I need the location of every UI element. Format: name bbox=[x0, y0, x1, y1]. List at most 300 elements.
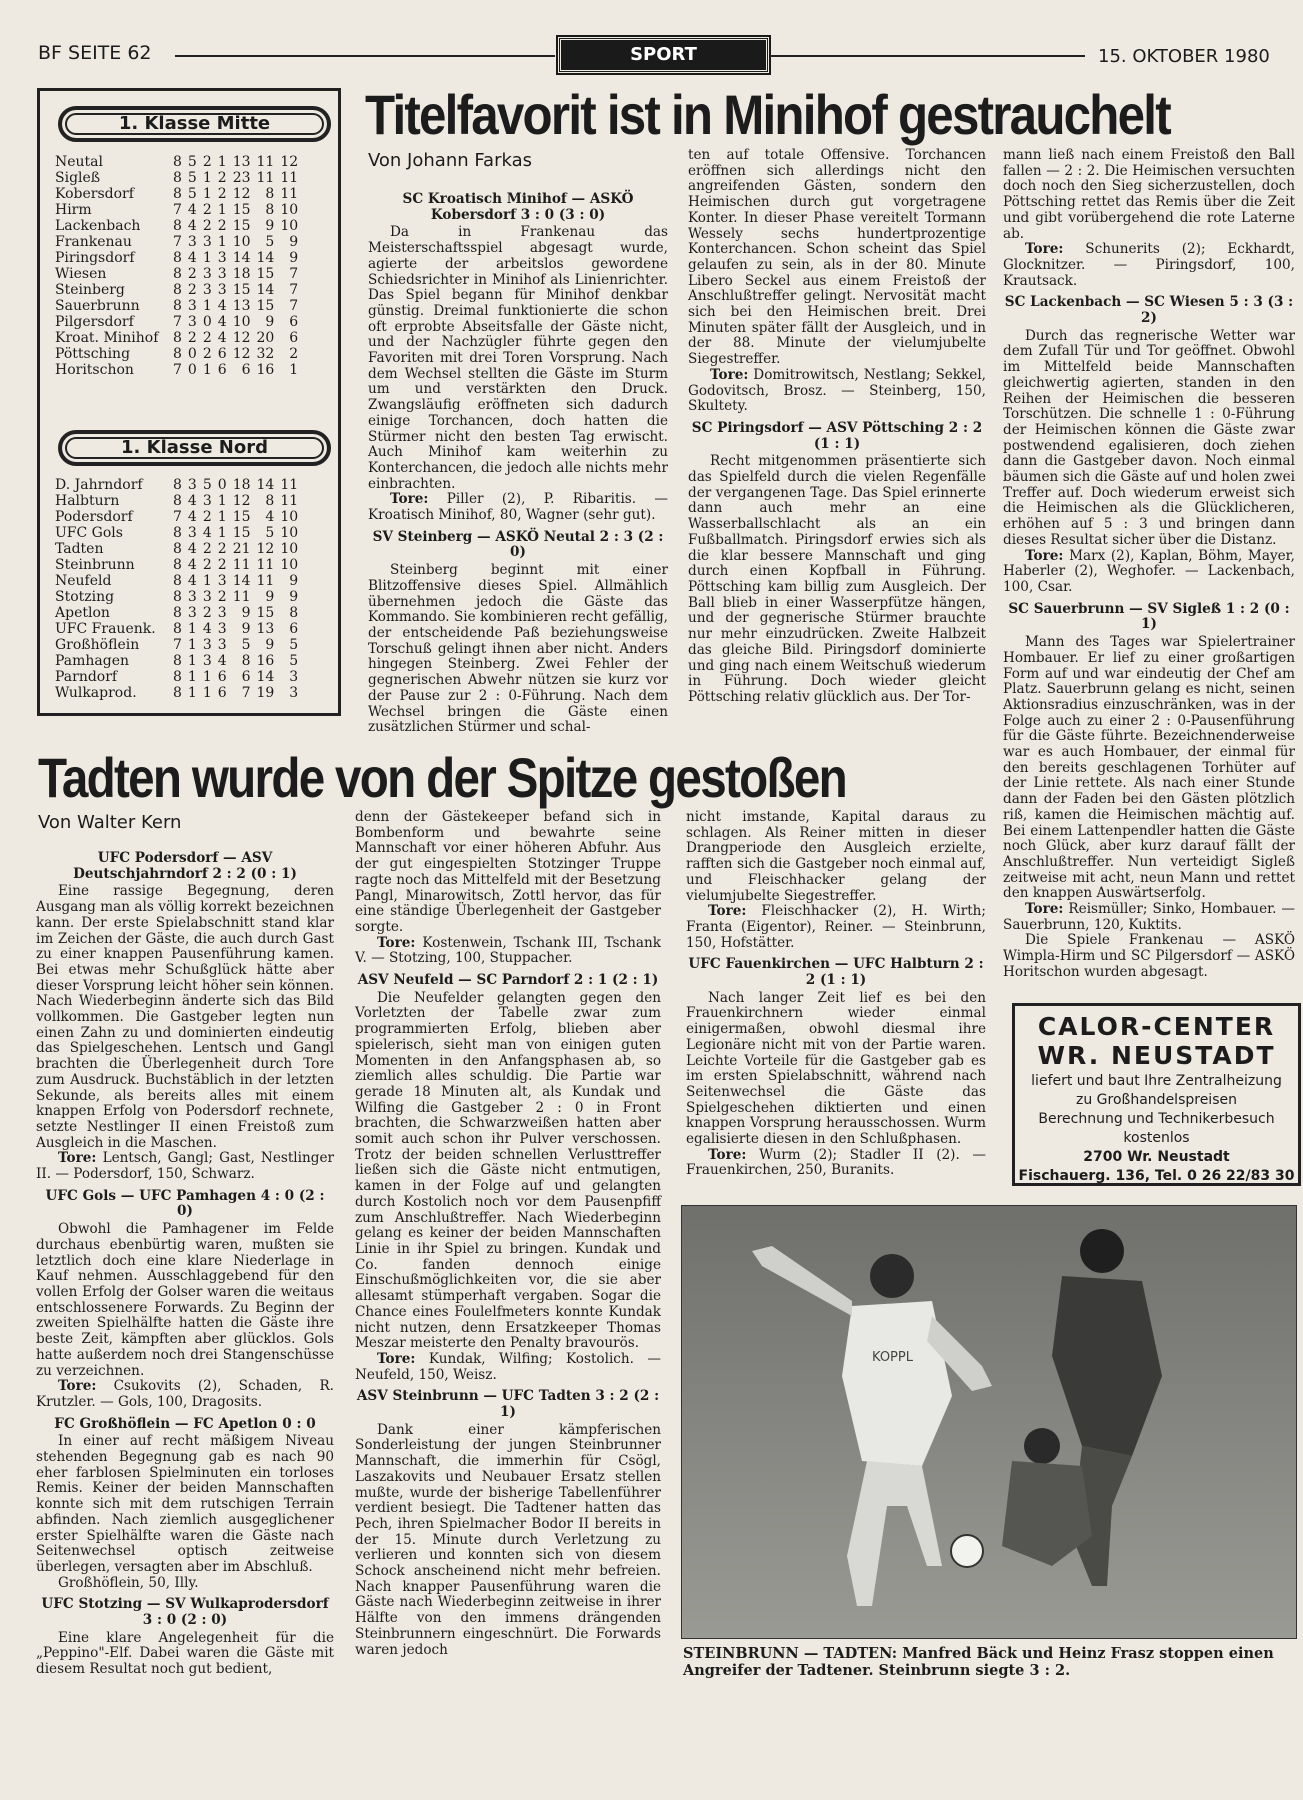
stat-cell: 11 bbox=[280, 493, 299, 509]
stat-cell: 8 bbox=[173, 477, 182, 493]
stat-cell: 8 bbox=[173, 298, 182, 314]
advertisement bbox=[1012, 1003, 1301, 1186]
stat-cell: 15 bbox=[256, 266, 275, 282]
stat-cell: 10 bbox=[232, 234, 251, 250]
stat-cell: 12 bbox=[232, 186, 251, 202]
table-row bbox=[55, 541, 298, 557]
stat-cell: 5 bbox=[265, 234, 275, 250]
stat-cell: 1 bbox=[217, 493, 227, 509]
stat-cell: 10 bbox=[280, 509, 299, 525]
stat-cell: 8 bbox=[265, 493, 275, 509]
stat-cell: 8 bbox=[173, 589, 182, 605]
stat-cell: 21 bbox=[232, 541, 251, 557]
paragraph: Eine klare Angelegenheit für die „Peppino"-Elf. Dabei waren die Gäste mit diesem Resultat noch gut bedient, bbox=[36, 1629, 334, 1678]
stat-cell: 2 bbox=[202, 218, 212, 234]
stat-cell: 7 bbox=[241, 685, 251, 701]
stat-cell: 3 bbox=[202, 493, 212, 509]
match-heading: UFC Fauenkirchen — UFC Halbturn 2 : 2 (1 : 1) bbox=[688, 956, 984, 989]
stat-cell: 8 bbox=[173, 170, 182, 186]
team-name: UFC Frauenk. bbox=[55, 621, 156, 637]
team-name: Lackenbach bbox=[55, 218, 141, 234]
goals-line: Tore: Piller (2), P. Ribaritis. — Kroatisch Minihof, 80, Wagner (sehr gut). bbox=[368, 491, 668, 524]
stat-cell: 3 bbox=[217, 250, 227, 266]
football-scene-image bbox=[682, 1206, 1296, 1638]
stat-cell: 18 bbox=[232, 477, 251, 493]
table-row bbox=[55, 685, 298, 701]
stat-cell: 15 bbox=[256, 605, 275, 621]
team-name: Sauerbrunn bbox=[55, 298, 140, 314]
stat-cell: 6 bbox=[217, 685, 227, 701]
stat-cell: 10 bbox=[280, 218, 299, 234]
team-name: Kobersdorf bbox=[55, 186, 134, 202]
stat-cell: 3 bbox=[202, 282, 212, 298]
match-heading: ASV Steinbrunn — UFC Tadten 3 : 2 (2 : 1) bbox=[356, 1388, 660, 1421]
paragraph: ten auf totale Offensive. Torchancen eröffnen sich allerdings nicht den angreifenden Gästen, sondern den Heimischen durch gut vorgetragene Konter. In dieser Phase vereitelt Tormann Wessely sechs hundertprozentige Konterchancen. Schon scheint das Spiel gelaufen zu sein, als in der 80. Minute Libero Seckel aus einem Freistoß der Anschlußtreffer gelingt. Nervosität macht sich bei den Heimischen breit. Drei Minuten später fällt der Ausgleich, und in der 88. Minute der vielumjubelte Siegestreffer. bbox=[688, 147, 986, 368]
paragraph: Durch das regnerische Wetter war dem Zufall Tür und Tor geöffnet. Obwohl im Mittelfeld beide Mannschaften gleichwertig agierten, standen in den Reihen der Heimischen die besseren Torschützen. Die schnelle 1 : 0-Führung der Heimischen können die Gäste zwar postwendend egalisieren, doch ziehen dann die Gastgeber davon. Noch einmal bäumen sich die Gäste auf und holen zwei Treffer auf. Doch wiederum erweist sich die Heimischen als die Glücklicheren, erhöhen auf 5 : 3 und bringen dann dieses Resultat sicher über die Distanz. bbox=[1003, 327, 1295, 548]
team-name: UFC Gols bbox=[55, 525, 123, 541]
team-name: Steinbrunn bbox=[55, 557, 135, 573]
stat-cell: 2 bbox=[217, 541, 227, 557]
stat-cell: 10 bbox=[280, 557, 299, 573]
stat-cell: 1 bbox=[217, 509, 227, 525]
article2-column-2 bbox=[355, 810, 661, 1790]
stat-cell: 7 bbox=[173, 637, 182, 653]
stat-cell: 4 bbox=[217, 314, 227, 330]
stat-cell: 1 bbox=[202, 573, 212, 589]
stat-cell: 8 bbox=[173, 186, 182, 202]
stat-cell: 2 bbox=[202, 154, 212, 170]
stat-cell: 3 bbox=[217, 282, 227, 298]
issue-date: 15. OKTOBER 1980 bbox=[1098, 46, 1270, 67]
stat-cell: 2 bbox=[217, 170, 227, 186]
stat-cell: 3 bbox=[289, 685, 299, 701]
table-title-nord: 1. Klasse Nord bbox=[58, 430, 331, 466]
ad-text: liefert und baut Ihre Zentralheizung bbox=[1031, 1073, 1282, 1089]
team-name: Kroat. Minihof bbox=[55, 330, 159, 346]
stat-cell: 4 bbox=[202, 621, 212, 637]
stat-cell: 9 bbox=[289, 250, 299, 266]
stat-cell: 12 bbox=[232, 346, 251, 362]
paragraph: Großhöflein, 50, Illy. bbox=[58, 1574, 199, 1591]
stat-cell: 4 bbox=[187, 557, 197, 573]
stat-cell: 3 bbox=[187, 234, 197, 250]
section-label: SPORT bbox=[558, 37, 769, 73]
team-name: Großhöflein bbox=[55, 637, 140, 653]
table-row bbox=[55, 266, 298, 282]
team-name: Tadten bbox=[55, 541, 104, 557]
article2-column-1 bbox=[36, 845, 334, 1790]
stat-cell: 1 bbox=[187, 637, 197, 653]
stat-cell: 10 bbox=[280, 525, 299, 541]
stat-cell: 8 bbox=[173, 557, 182, 573]
stat-cell: 13 bbox=[256, 621, 275, 637]
byline-2: Von Walter Kern bbox=[38, 812, 182, 833]
headline-1: Titelfavorit ist in Minihof gestrauchelt bbox=[365, 83, 1170, 146]
paragraph: Recht mitgenommen präsentierte sich das Spielfeld durch die vielen Regenfälle der vergangenen Tage. Das Spiel erinnerte dann auch mehr an eine Wasserballschlacht als an ein Fußballmatch. Piringsdorf erwies sich als die klar bessere Mannschaft und ging durch einen Kopfball in Führung. Pöttsching kam billig zum Ausgleich. Der Ball blieb in einer Wasserpfütze hängen, und der gegnerische Stürmer brauchte nur mehr einzudrücken. Zweite Halbzeit das gleiche Bild. Piringsdorf dominierte und ging nach einem Weitschuß wiederum in Führung. Doch wieder gleicht Pöttsching relativ glücklich aus. Der Tor- bbox=[688, 453, 986, 705]
table-row bbox=[55, 477, 298, 493]
stat-cell: 3 bbox=[187, 477, 197, 493]
stat-cell: 3 bbox=[202, 653, 212, 669]
table-row bbox=[55, 186, 298, 202]
stat-cell: 3 bbox=[217, 266, 227, 282]
stat-cell: 4 bbox=[187, 250, 197, 266]
stat-cell: 8 bbox=[173, 346, 182, 362]
team-name: Frankenau bbox=[55, 234, 132, 250]
table-row bbox=[55, 250, 298, 266]
paragraph: Eine rassige Begegnung, deren Ausgang man als völlig korrekt bezeichnen kann. Der erste Spielabschnitt stand klar im Zeichen der Gäste, die auch durch Gast zu einer knappen Pausenführung kamen. Bei etwas mehr Schußglück hätte aber dieser Vorsprung leicht höher sein können. Nach Wiederbeginn änderte sich das Bild vollkommen. Die Gastgeber legten nun einen Zahn zu und dominierten eindeutig das Spielgeschehen. Lentsch und Gangl brachten die Überlegenheit durch Tore zum Ausdruck. Buchstäblich in der letzten Sekunde, als bereits alles mit einem knappen Erfolg von Podersdorf rechnete, setzte Nestlinger II einen Freistoß zum Ausgleich in die Maschen. bbox=[36, 883, 334, 1151]
stat-cell: 2 bbox=[202, 509, 212, 525]
stat-cell: 2 bbox=[202, 605, 212, 621]
stat-cell: 6 bbox=[289, 314, 299, 330]
stat-cell: 3 bbox=[202, 637, 212, 653]
stat-cell: 15 bbox=[232, 202, 251, 218]
stat-cell: 15 bbox=[232, 218, 251, 234]
table-row bbox=[55, 330, 298, 346]
stat-cell: 23 bbox=[232, 170, 251, 186]
stat-cell: 8 bbox=[173, 605, 182, 621]
stat-cell: 9 bbox=[265, 314, 275, 330]
stat-cell: 11 bbox=[256, 573, 275, 589]
stat-cell: 8 bbox=[241, 653, 251, 669]
stat-cell: 8 bbox=[173, 621, 182, 637]
goals-line: Tore: Reismüller; Sinko, Hombauer. — Sauerbrunn, 120, Kuktits. bbox=[1003, 901, 1295, 933]
stat-cell: 8 bbox=[289, 605, 299, 621]
stat-cell: 0 bbox=[202, 314, 212, 330]
stat-cell: 4 bbox=[265, 509, 275, 525]
stat-cell: 7 bbox=[173, 202, 182, 218]
table-row bbox=[55, 509, 298, 525]
stat-cell: 16 bbox=[256, 362, 275, 378]
stat-cell: 1 bbox=[217, 234, 227, 250]
stat-cell: 8 bbox=[173, 541, 182, 557]
stat-cell: 3 bbox=[187, 314, 197, 330]
stat-cell: 7 bbox=[173, 314, 182, 330]
stat-cell: 1 bbox=[202, 669, 212, 685]
article2-column-3 bbox=[686, 810, 986, 1182]
stat-cell: 11 bbox=[280, 477, 299, 493]
stat-cell: 11 bbox=[280, 186, 299, 202]
stat-cell: 14 bbox=[256, 669, 275, 685]
team-name: Steinberg bbox=[55, 282, 125, 298]
table-row bbox=[55, 637, 298, 653]
stat-cell: 10 bbox=[280, 541, 299, 557]
goals-line: Tore: Kundak, Wilfing; Kostolich. — Neufeld, 150, Weisz. bbox=[355, 1350, 661, 1383]
stat-cell: 2 bbox=[217, 186, 227, 202]
table-row bbox=[55, 282, 298, 298]
stat-cell: 3 bbox=[202, 589, 212, 605]
team-name: Hirm bbox=[55, 202, 92, 218]
stat-cell: 4 bbox=[187, 573, 197, 589]
stat-cell: 10 bbox=[232, 314, 251, 330]
stat-cell: 1 bbox=[202, 362, 212, 378]
stat-cell: 8 bbox=[173, 282, 182, 298]
team-name: Stotzing bbox=[55, 589, 115, 605]
paragraph: nicht imstande, Kapital daraus zu schlagen. Als Reiner mitten in dieser Drangperiode den Ausgleich erzielte, rafften sich die Gastgeber noch einmal auf, und Fleischhacker gelang der vielumjubelte Siegestreffer. bbox=[686, 809, 986, 904]
match-heading: UFC Gols — UFC Pamhagen 4 : 0 (2 : 0) bbox=[45, 1187, 325, 1220]
stat-cell: 12 bbox=[232, 493, 251, 509]
stat-cell: 7 bbox=[173, 362, 182, 378]
stat-cell: 15 bbox=[256, 298, 275, 314]
stat-cell: 3 bbox=[202, 266, 212, 282]
stat-cell: 2 bbox=[217, 557, 227, 573]
stat-cell: 2 bbox=[202, 557, 212, 573]
stat-cell: 13 bbox=[232, 298, 251, 314]
ad-title-line2: WR. NEUSTADT bbox=[1037, 1041, 1276, 1070]
stat-cell: 3 bbox=[217, 605, 227, 621]
paragraph: In einer auf recht mäßigem Niveau stehenden Begegnung gab es nach 90 eher farblosen Spielminuten ein torloses Remis. Keiner der beiden Mannschaften konnte sich mit dem rutschigen Terrain abfinden. Nach ziemlich ausgeglichener erster Spielhälfte waren die Gäste nach Seitenwechsel optisch zeitweise überlegen, versagten aber im Abschluß. bbox=[36, 1433, 334, 1575]
stat-cell: 4 bbox=[187, 509, 197, 525]
team-name: Pilgersdorf bbox=[55, 314, 134, 330]
stat-cell: 14 bbox=[232, 250, 251, 266]
paragraph: mann ließ nach einem Freistoß den Ball fallen — 2 : 2. Die Heimischen versuchten doch noch den Sieg sicherzustellen, doch Pöttsching rettet das Remis über die Zeit und gibt vorübergehend die rote Laterne ab. bbox=[1003, 147, 1295, 242]
table-title-mitte: 1. Klasse Mitte bbox=[58, 106, 331, 142]
table-row bbox=[55, 669, 298, 685]
table-row bbox=[55, 653, 298, 669]
paragraph: denn der Gästekeeper befand sich in Bombenform und bewahrte seine Mannschaft vor einer höheren Abfuhr. Aus der gut eingespielten Stotzinger Truppe ragte noch das Mittelfeld mit der Besetzung Pangl, Minarowitsch, Zottl hervor, das für eine ständige Überlegenheit der Gastgeber sorgte. bbox=[355, 809, 661, 935]
standings-table-nord bbox=[55, 477, 298, 701]
stat-cell: 2 bbox=[187, 282, 197, 298]
stat-cell: 8 bbox=[173, 218, 182, 234]
stat-cell: 9 bbox=[265, 589, 275, 605]
article1-column-2 bbox=[688, 148, 986, 716]
stat-cell: 1 bbox=[217, 154, 227, 170]
stat-cell: 9 bbox=[265, 637, 275, 653]
stat-cell: 5 bbox=[187, 170, 197, 186]
stat-cell: 8 bbox=[173, 493, 182, 509]
match-heading: SC Sauerbrunn — SV Sigleß 1 : 2 (0 : 1) bbox=[1008, 600, 1290, 633]
stat-cell: 6 bbox=[217, 362, 227, 378]
paragraph: Obwohl die Pamhagener im Felde durchaus ebenbürtig waren, mußten sie letztlich doch eine klare Niederlage in Kauf nehmen. Ausschlaggebend für den vollen Erfolg der Golser waren die weitaus entschlossenere Forwards. Zu Beginn der zweiten Spielhälfte hatten die Gäste ihre beste Zeit, kämpften aber glücklos. Gols hatte außerdem noch drei Stangenschüsse zu verzeichnen. bbox=[36, 1221, 334, 1379]
goals-line: Tore: Csukovits (2), Schaden, R. Krutzler. — Gols, 100, Dragosits. bbox=[36, 1378, 334, 1410]
stat-cell: 8 bbox=[173, 250, 182, 266]
table-row bbox=[55, 573, 298, 589]
table-row bbox=[55, 362, 298, 378]
team-name: Parndorf bbox=[55, 669, 118, 685]
stat-cell: 1 bbox=[202, 298, 212, 314]
stat-cell: 0 bbox=[217, 477, 227, 493]
match-heading: UFC Podersdorf — ASV Deutschjahrndorf 2 : 2 (0 : 1) bbox=[73, 850, 297, 882]
stat-cell: 5 bbox=[241, 637, 251, 653]
stat-cell: 11 bbox=[280, 170, 299, 186]
stat-cell: 9 bbox=[241, 621, 251, 637]
article1-column-1 bbox=[368, 186, 668, 736]
stat-cell: 3 bbox=[217, 573, 227, 589]
stat-cell: 2 bbox=[187, 266, 197, 282]
stat-cell: 15 bbox=[232, 282, 251, 298]
paragraph: Da in Frankenau das Meisterschaftsspiel abgesagt wurde, agierte der arbeitslos gewordene Schiedsrichter in Minihof als Linienrichter. Das Spiel begann für Minihof denkbar günstig. Dreimal funktionierte die schon oft erprobte Abseitsfalle der Gäste nicht, und der Nachzügler führte gegen den Favoriten mit drei Toren Vorsprung. Nach dem Wechsel stellten die Gäste im Sturm um und verstärkten den Druck. Zwangsläufig eröffneten sich dadurch einige Torchancen, doch hatten die Stürmer nicht den besten Tag erwischt. Auch Minihof kam weiterhin zu Konterchancen, die jedoch alle nichts mehr einbrachten. bbox=[368, 224, 668, 492]
stat-cell: 14 bbox=[232, 573, 251, 589]
match-heading: SV Steinberg — ASKÖ Neutal 2 : 3 (2 : 0) bbox=[372, 528, 664, 561]
table-row bbox=[55, 154, 298, 170]
team-name: D. Jahrndorf bbox=[55, 477, 143, 493]
byline-1: Von Johann Farkas bbox=[368, 150, 533, 171]
stat-cell: 9 bbox=[265, 218, 275, 234]
stat-cell: 8 bbox=[265, 202, 275, 218]
stat-cell: 32 bbox=[256, 346, 275, 362]
stat-cell: 14 bbox=[256, 477, 275, 493]
stat-cell: 9 bbox=[241, 605, 251, 621]
paragraph: Mann des Tages war Spielertrainer Hombauer. Er lief zu einer großartigen Form auf und war eindeutig der Chef am Platz. Sauerbrunn gelang es nicht, seinen Aktionsradius einzuschränken, was in der Folge auch zu einer 2 : 0-Pausenführung für die Gäste führte. Bezeichnenderweise war es auch Hombauer, der einmal für den bereits geschlagenen Torhüter auf der Linie rettete. Als nach einer Stunde dann der Faden bei den Gästen plötzlich riß, kamen die Heimischen mächtig auf. Bei einem Lattenpendler hatten die Gäste noch Glück, aber kurz darauf fällt der Anschlußtreffer. Nun verteidigt Sigleß zeitweise mit acht, neun Mann und rettet den knappen Auswärtserfolg. bbox=[1003, 634, 1295, 902]
stat-cell: 3 bbox=[217, 637, 227, 653]
ad-title-line1: CALOR-CENTER bbox=[1037, 1012, 1276, 1041]
paragraph: Steinberg beginnt mit einer Blitzoffensive dieses Spiel. Allmählich übernehmen jedoch die Gäste das Kommando. Sie kombinieren recht gefällig, der entscheidende Paß beziehungsweise Torschuß gelingt ihnen aber nicht. Anders hingegen Steinberg. Zwei Fehler der gegnerischen Abwehr nützen sie kurz vor der Pause zur 2 : 0-Führung. Nach dem Wechsel bringen die Gäste einen zusätzlichen Stürmer und schal- bbox=[368, 562, 668, 736]
goals-line: Tore: Lentsch, Gangl; Gast, Nestlinger II. — Podersdorf, 150, Schwarz. bbox=[36, 1150, 334, 1183]
stat-cell: 2 bbox=[217, 218, 227, 234]
stat-cell: 2 bbox=[202, 202, 212, 218]
stat-cell: 5 bbox=[187, 186, 197, 202]
stat-cell: 1 bbox=[217, 525, 227, 541]
stat-cell: 3 bbox=[289, 669, 299, 685]
stat-cell: 9 bbox=[289, 234, 299, 250]
stat-cell: 2 bbox=[217, 589, 227, 605]
stat-cell: 1 bbox=[187, 685, 197, 701]
table-row bbox=[55, 621, 298, 637]
paragraph: Nach langer Zeit lief es bei den Frauenkirchnern wieder einmal einigermaßen, obwohl diesmal ihre Legionäre nicht mit von der Partie waren. Leichte Vorteile für die Gastgeber gab es im ersten Spielabschnitt, während nach Seitenwechsel die Gäste das Spielgeschehen diktierten und einen knappen Vorsprung herausschossen. Wurm egalisierte diesen in den Schlußphasen. bbox=[686, 989, 986, 1148]
stat-cell: 8 bbox=[173, 154, 182, 170]
stat-cell: 5 bbox=[202, 477, 212, 493]
stat-cell: 4 bbox=[217, 653, 227, 669]
stat-cell: 4 bbox=[187, 493, 197, 509]
table-row bbox=[55, 218, 298, 234]
team-name: Wulkaprod. bbox=[55, 685, 137, 701]
stat-cell: 4 bbox=[202, 525, 212, 541]
team-name: Horitschon bbox=[55, 362, 134, 378]
stat-cell: 18 bbox=[232, 266, 251, 282]
stat-cell: 5 bbox=[289, 653, 299, 669]
match-heading: SC Piringsdorf — ASV Pöttsching 2 : 2 (1 : 1) bbox=[691, 419, 983, 452]
stat-cell: 8 bbox=[173, 685, 182, 701]
stat-cell: 11 bbox=[232, 557, 251, 573]
stat-cell: 7 bbox=[289, 266, 299, 282]
match-heading: UFC Stotzing — SV Wulkaprodersdorf 3 : 0 (2 : 0) bbox=[41, 1596, 329, 1629]
table-row bbox=[55, 493, 298, 509]
stat-cell: 3 bbox=[217, 621, 227, 637]
header-rule-right bbox=[770, 55, 1085, 57]
stat-cell: 5 bbox=[265, 525, 275, 541]
stat-cell: 7 bbox=[289, 298, 299, 314]
stat-cell: 4 bbox=[187, 202, 197, 218]
table-row bbox=[55, 170, 298, 186]
team-name: Wiesen bbox=[55, 266, 107, 282]
stat-cell: 1 bbox=[202, 685, 212, 701]
team-name: Pöttsching bbox=[55, 346, 131, 362]
ad-phone: Fischauerg. 136, Tel. 0 26 22/83 30 bbox=[1018, 1168, 1295, 1184]
table-row bbox=[55, 605, 298, 621]
stat-cell: 2 bbox=[202, 541, 212, 557]
stat-cell: 8 bbox=[173, 669, 182, 685]
stat-cell: 14 bbox=[256, 282, 275, 298]
ad-text: Berechnung und Technikerbesuch bbox=[1038, 1111, 1275, 1127]
page-number: BF SEITE 62 bbox=[38, 42, 152, 64]
stat-cell: 12 bbox=[280, 154, 299, 170]
stat-cell: 1 bbox=[187, 653, 197, 669]
stat-cell: 9 bbox=[289, 589, 299, 605]
stat-cell: 19 bbox=[256, 685, 275, 701]
team-name: Pamhagen bbox=[55, 653, 130, 669]
stat-cell: 1 bbox=[217, 202, 227, 218]
stat-cell: 4 bbox=[187, 218, 197, 234]
team-name: Piringsdorf bbox=[55, 250, 135, 266]
stat-cell: 4 bbox=[217, 330, 227, 346]
stat-cell: 3 bbox=[202, 234, 212, 250]
table-row bbox=[55, 346, 298, 362]
table-row bbox=[55, 589, 298, 605]
stat-cell: 16 bbox=[256, 653, 275, 669]
match-heading: SC Lackenbach — SC Wiesen 5 : 3 (3 : 2) bbox=[1004, 294, 1294, 327]
stat-cell: 1 bbox=[202, 250, 212, 266]
stat-cell: 0 bbox=[187, 346, 197, 362]
stat-cell: 15 bbox=[232, 525, 251, 541]
stat-cell: 8 bbox=[173, 330, 182, 346]
stat-cell: 6 bbox=[217, 669, 227, 685]
ad-text: zu Großhandelspreisen bbox=[1076, 1092, 1237, 1108]
stat-cell: 3 bbox=[187, 589, 197, 605]
table-row bbox=[55, 202, 298, 218]
table-row bbox=[55, 525, 298, 541]
stat-cell: 7 bbox=[173, 509, 182, 525]
team-name: Sigleß bbox=[55, 170, 101, 186]
stat-cell: 3 bbox=[187, 525, 197, 541]
stat-cell: 1 bbox=[289, 362, 299, 378]
stat-cell: 5 bbox=[187, 154, 197, 170]
table-row bbox=[55, 314, 298, 330]
header-rule-left bbox=[175, 55, 555, 57]
standings-table-mitte bbox=[55, 154, 298, 378]
stat-cell: 2 bbox=[187, 330, 197, 346]
goals-line: Tore: Fleischhacker (2), H. Wirth; Franta (Eigentor), Reiner. — Steinbrunn, 150, Hofstätter. bbox=[686, 903, 986, 951]
stat-cell: 4 bbox=[217, 298, 227, 314]
paragraph: Dank einer kämpferischen Sonderleistung der jungen Steinbrunner Mannschaft, die immerhin für Csögl, Laszakovits und Neubauer Ersatz stellen mußte, wurde der bisherige Tabellenführer verdient besiegt. Die Tadtener hatten das Pech, ihren Spielmacher Bodor II bereits in der 15. Minute durch Verletzung zu verlieren und konnten sich von diesem Schock anscheinend nicht mehr befreien. Nach knapper Pausenführung waren die Gäste nach Wiederbeginn zeitweise in ihrer Hälfte von den immens drängenden Steinbrunnern eingeschnürt. Die Forwards waren jedoch bbox=[355, 1421, 661, 1658]
stat-cell: 8 bbox=[173, 573, 182, 589]
stat-cell: 4 bbox=[187, 541, 197, 557]
stat-cell: 11 bbox=[232, 589, 251, 605]
photo-caption: STEINBRUNN — TADTEN: Manfred Bäck und Heinz Frasz stoppen einen Angreifer der Tadtener. Steinbrunn siegte 3 : 2. bbox=[683, 1645, 1274, 1679]
goals-line: Tore: Kostenwein, Tschank III, Tschank V. — Stotzing, 100, Stuppacher. bbox=[355, 934, 661, 967]
team-name: Neutal bbox=[55, 154, 104, 170]
stat-cell: 14 bbox=[256, 250, 275, 266]
ad-text: kostenlos bbox=[1123, 1130, 1190, 1146]
stat-cell: 12 bbox=[232, 330, 251, 346]
stat-cell: 8 bbox=[173, 653, 182, 669]
ad-address: 2700 Wr. Neustadt bbox=[1083, 1149, 1230, 1165]
stat-cell: 11 bbox=[256, 154, 275, 170]
table-row bbox=[55, 234, 298, 250]
goals-line: Tore: Marx (2), Kaplan, Böhm, Mayer, Haberler (2), Weghofer. — Lackenbach, 100, Csar. bbox=[1003, 547, 1295, 595]
team-name: Halbturn bbox=[55, 493, 120, 509]
goals-line: Tore: Schunerits (2); Eckhardt, Glocknitzer. — Piringsdorf, 100, Krautsack. bbox=[1003, 241, 1295, 289]
stat-cell: 1 bbox=[187, 621, 197, 637]
stat-cell: 10 bbox=[280, 202, 299, 218]
stat-cell: 6 bbox=[289, 621, 299, 637]
stat-cell: 8 bbox=[265, 186, 275, 202]
stat-cell: 6 bbox=[241, 362, 251, 378]
match-heading: FC Großhöflein — FC Apetlon 0 : 0 bbox=[54, 1415, 316, 1432]
stat-cell: 2 bbox=[202, 330, 212, 346]
stat-cell: 7 bbox=[173, 234, 182, 250]
stat-cell: 6 bbox=[241, 669, 251, 685]
table-row bbox=[55, 557, 298, 573]
stat-cell: 12 bbox=[256, 541, 275, 557]
stat-cell: 0 bbox=[187, 362, 197, 378]
stat-cell: 11 bbox=[256, 557, 275, 573]
team-name: Neufeld bbox=[55, 573, 112, 589]
stat-cell: 3 bbox=[187, 298, 197, 314]
stat-cell: 2 bbox=[289, 346, 299, 362]
stat-cell: 15 bbox=[232, 509, 251, 525]
stat-cell: 5 bbox=[289, 637, 299, 653]
stat-cell: 8 bbox=[173, 525, 182, 541]
paragraph: Die Neufelder gelangten gegen den Vorletzten der Tabelle zwar zum programmierten Erfolg, blieben aber spielerisch, sieht man von einigen guten Momenten in den Anfangsphasen ab, so ziemlich alles schuldig. Die Partie war gerade 18 Minuten alt, als Kundak und Wilfing die Gastgeber 2 : 0 in Front brachten, die Schwarzweißen hatten aber somit auch schon ihr Pulver verschossen. Trotz der beiden schnellen Verlusttreffer ließen sich die Gäste nicht entmutigen, kamen in der Folge auf und gelangten durch Kostolich noch vor dem Pausenpfiff zum Anschlußtreffer. Nach Wiederbeginn gelang es keiner der beiden Mannschaften Linie in ihr Spiel zu bringen. Kundak und Co. fanden dennoch einige Einschußmöglichkeiten vor, die sie aber allesamt stümperhaft vergaben. Sogar die Chance eines Foulelfmeters konnte Kundak nicht nutzen, denn Ersatzkeeper Thomas Meszar meisterte den Penalty bravourös. bbox=[355, 989, 661, 1352]
